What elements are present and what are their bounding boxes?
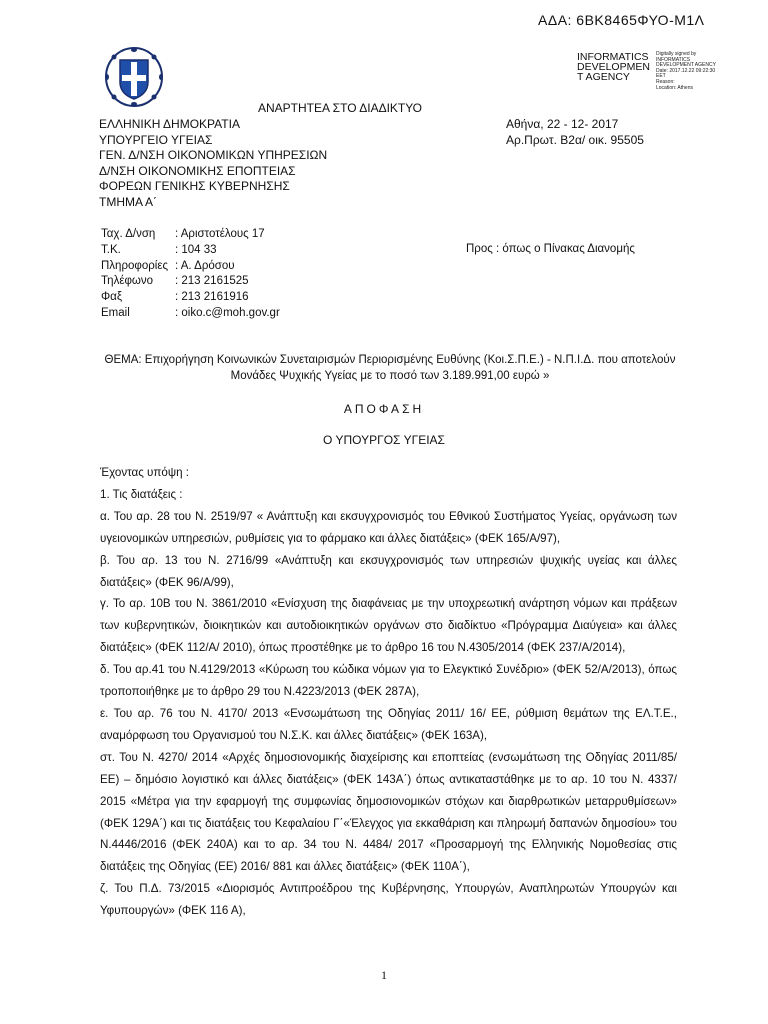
signature-org-line: INFORMATICS [577, 51, 649, 63]
contact-label: Φαξ [101, 291, 122, 304]
body-paragraph: β. Του αρ. 13 του Ν. 2716/99 «Ανάπτυξη και εκσυγχρονισμός των υπηρεσιών ψυχικής υγείας και άλλες διατάξεις» (ΦΕΚ 96/Α/99), [100, 553, 677, 589]
authority-line: ΥΠΟΥΡΓΕΙΟ ΥΓΕΙΑΣ [99, 132, 213, 147]
signature-org-line: T AGENCY [577, 71, 630, 83]
greek-coat-of-arms-icon [104, 46, 164, 108]
publish-online-note: ΑΝΑΡΤΗΤΕΑ ΣΤΟ ΔΙΑΔΙΚΤΥΟ [258, 101, 422, 115]
subject-block [100, 353, 680, 384]
body-paragraph: γ. Το αρ. 10Β του Ν. 3861/2010 «Ενίσχυση της διαφάνειας με την υποχρεωτική ανάρτηση νόμων και πράξεων των κυβερνητικών, διοικητικών και αυτοδιοικητικών οργάνων στο διαδίκτυο «Πρόγραμμα Διαύγεια» και άλλες διατάξεις» (ΦΕΚ 112/Α/ 2010), όπως προστέθηκε με το άρθρο 16 του Ν.4305/2014 (ΦΕΚ 237/Α/2014), [100, 597, 677, 655]
document-body [100, 462, 677, 922]
contact-value: : Αριστοτέλους 17 [175, 228, 265, 240]
contact-value: : Α. Δρόσου [175, 259, 235, 272]
date-protocol-block [506, 117, 644, 148]
body-paragraph: α. Του αρ. 28 του Ν. 2519/97 « Ανάπτυξη και εκσυγχρονισμός του Εθνικού Συστήματος Υγείας, οργάνωση των υγειονομικών υπηρεσιών, ρυθμίσεις για το φάρμακο και άλλες διατάξεις» (ΦΕΚ 165/Α/97), [100, 509, 677, 545]
contact-value: : 213 2161916 [175, 291, 249, 304]
contact-row [101, 290, 280, 306]
authority-line: ΤΜΗΜΑ Α΄ [99, 194, 158, 209]
signature-detail-line: EET [656, 73, 666, 80]
contact-row [101, 259, 280, 275]
issuing-authority-block [99, 117, 327, 211]
contact-value: : 104 33 [175, 243, 217, 256]
contact-block [101, 227, 280, 322]
body-paragraph: 1. Τις διατάξεις : [100, 487, 183, 501]
signature-details [656, 52, 716, 91]
signature-org-line: DEVELOPMEN [577, 61, 650, 73]
contact-label: Ταχ. Δ/νση [101, 228, 156, 240]
contact-label: Email [101, 306, 130, 319]
body-paragraph: ε. Του αρ. 76 του Ν. 4170/ 2013 «Ενσωμάτωση της Οδηγίας 2011/ 16/ ΕΕ, ρύθμιση θεμάτων της ΕΛ.Τ.Ε., αναμόρφωση του Οργανισμού του Ν.Σ.Κ. και άλλες διατάξεις» (ΦΕΚ 163Α), [100, 706, 677, 742]
body-paragraph: Έχοντας υπόψη : [100, 466, 189, 479]
authority-line: ΕΛΛΗΝΙΚΗ ΔΗΜΟΚΡΑΤΙΑ [99, 117, 240, 131]
signature-detail-line: DEVELOPMENT AGENCY [656, 62, 716, 69]
contact-label: Τηλέφωνο [101, 275, 154, 288]
body-paragraph: δ. Του αρ.41 του Ν.4129/2013 «Κύρωση του κώδικα νόμων για το Ελεγκτικό Συνέδριο» (ΦΕΚ 52/Α/2013), όπως τροποποιήθηκε με το άρθρο 29 του Ν.4223/2013 (ΦΕΚ 287Α), [100, 663, 677, 699]
contact-label: Τ.Κ. [101, 243, 121, 256]
body-paragraph: στ. Του Ν. 4270/ 2014 «Αρχές δημοσιονομικής διαχείρισης και εποπτείας (ενσωμάτωση της Οδηγίας 2011/85/ΕΕ) – δημόσιο λογιστικό και άλλες διατάξεις» (ΦΕΚ 143Α΄) όπως αντικαταστάθηκε με το αρ. 10 του Ν. 4337/ 2015 «Μέτρα για την εφαρμογή της συμφωνίας δημοσιονομικών στόχων και διαρθρωτικών μεταρρυθμίσεων» (ΦΕΚ 129Α΄) και τις διατάξεις του Κεφαλαίου Γ΄«Έλεγχος για εκκαθάριση και πληρωμή δαπανών δημοσίου» του Ν.4446/2016 (ΦΕΚ 240Α) και το αρ. 34 του Ν. 4484/ 2017 «Προσαρμογή της Ελληνικής Νομοθεσίας στις διατάξεις της Οδηγίας (ΕΕ) 2016/ 881 και άλλες διατάξεις» (ΦΕΚ 110Α΄), [100, 750, 677, 874]
decision-title: ΑΠΟΦΑΣΗ [343, 402, 425, 416]
contact-row [101, 243, 280, 259]
contact-label: Πληροφορίες [101, 259, 169, 272]
signature-detail-line: Digitally signed by [656, 51, 697, 57]
protocol-number: Αρ.Πρωτ. Β2α/ οικ. 95505 [506, 132, 644, 147]
authority-line: Δ/ΝΣΗ ΟΙΚΟΝΟΜΙΚΗΣ ΕΠΟΠΤΕΙΑΣ [99, 163, 296, 178]
signature-detail-line: Location: Athens [656, 84, 693, 91]
contact-row [101, 227, 280, 243]
minister-title: Ο ΥΠΟΥΡΓΟΣ ΥΓΕΙΑΣ [323, 433, 445, 447]
contact-row [101, 306, 280, 322]
subject-line: ΘΕΜΑ: Επιχορήγηση Κοινωνικών Συνεταιρισμών Περιορισμένης Ευθύνης (Κοι.Σ.Π.Ε.) - Ν.Π.Ι.Δ. που αποτελούν [104, 354, 676, 366]
contact-email[interactable]: : oiko.c@moh.gov.gr [175, 306, 280, 319]
contact-value: : 213 2161525 [175, 275, 249, 288]
signature-organization [577, 52, 650, 82]
document-date: Αθήνα, 22 - 12- 2017 [506, 117, 619, 131]
subject-line: Μονάδες Ψυχικής Υγείας με το ποσό των 3.189.991,00 ευρώ » [230, 369, 550, 382]
body-paragraph: ζ. Του Π.Δ. 73/2015 «Διορισμός Αντιπροέδρου της Κυβέρνησης, Υπουργών, Αναπληρωτών Υπουργών και Υφυπουργών» (ΦΕΚ 116 Α), [100, 882, 677, 918]
signature-detail-line: Reason: [656, 78, 675, 85]
signature-detail-line: Date: 2017.12.22 09:22:30 [656, 67, 716, 74]
authority-line: ΦΟΡΕΩΝ ΓΕΝΙΚΗΣ ΚΥΒΕΡΝΗΣΗΣ [99, 179, 290, 194]
authority-line: ΓΕΝ. Δ/ΝΣΗ ΟΙΚΟΝΟΜΙΚΩΝ ΥΠΗΡΕΣΙΩΝ [99, 148, 328, 163]
signature-detail-line: INFORMATICS [656, 56, 691, 63]
recipient-line: Προς : όπως ο Πίνακας Διανομής [466, 243, 635, 255]
contact-row [101, 274, 280, 290]
page-number: 1 [381, 968, 387, 982]
ada-code: ΑΔΑ: 6ΒΚ8465ΦΥΟ-Μ1Λ [538, 12, 705, 28]
